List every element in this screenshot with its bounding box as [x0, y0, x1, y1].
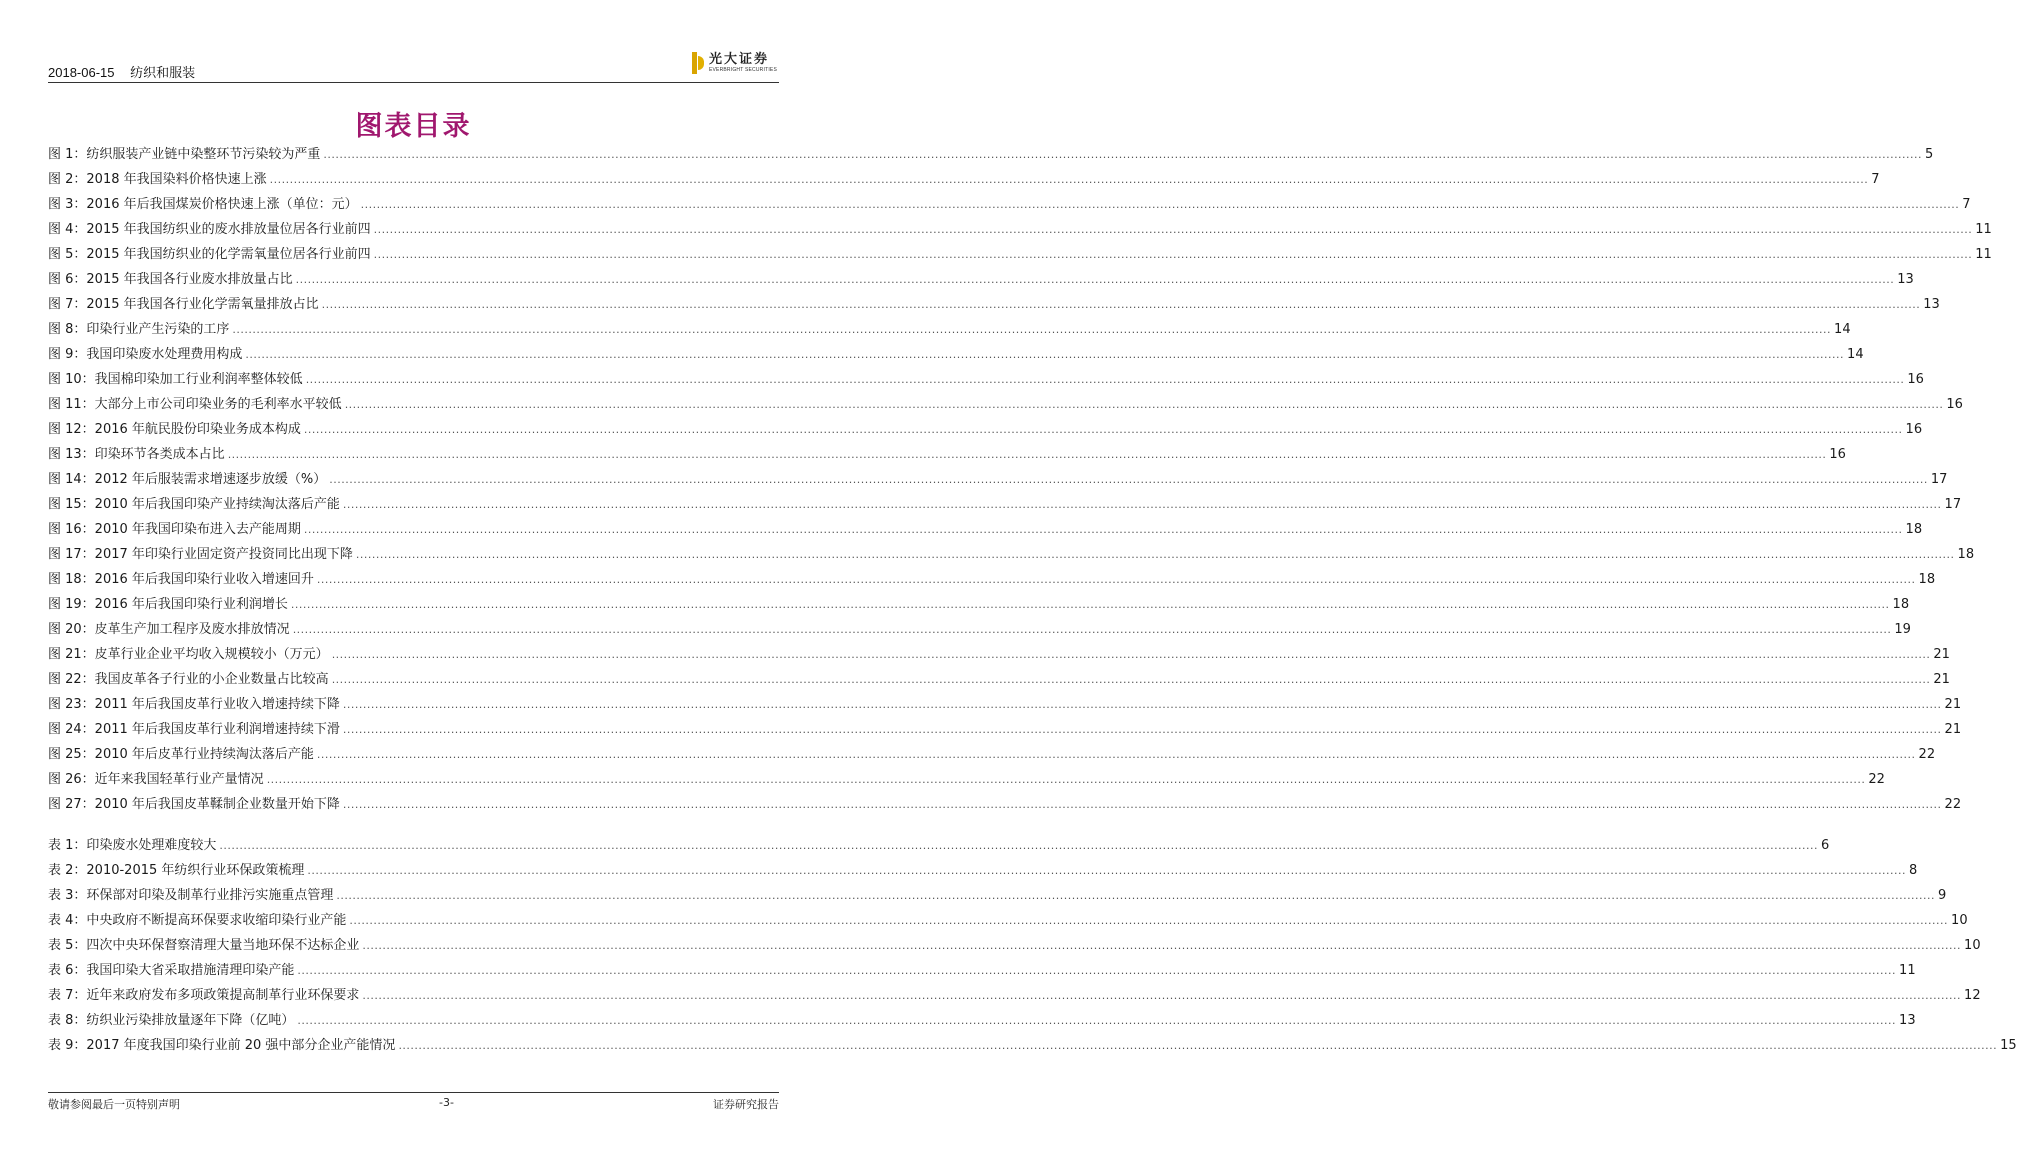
figure-entry[interactable] — [48, 317, 1851, 342]
figure-entry-page-number: 7 — [1962, 197, 1971, 212]
figure-entry[interactable] — [48, 142, 1934, 167]
table-entry-label: 表 7：近年来政府发布多项政策提高制革行业环保要求 — [48, 988, 360, 1003]
figure-entry-page-number: 18 — [1892, 597, 1910, 612]
figure-entry[interactable] — [48, 267, 1914, 292]
figure-entry-page-number: 18 — [1905, 522, 1923, 537]
figure-entry[interactable] — [48, 342, 1864, 367]
table-list — [48, 833, 2017, 1058]
figure-entry-page-number: 17 — [1944, 497, 1962, 512]
figure-entry-label: 图 12：2016 年航民股份印染业务成本构成 — [48, 422, 301, 437]
figure-entry-label: 图 8：印染行业产生污染的工序 — [48, 322, 230, 337]
table-entry-label: 表 9：2017 年度我国印染行业前 20 强中部分企业产能情况 — [48, 1038, 396, 1053]
figure-entry[interactable] — [48, 542, 1975, 567]
page-footer — [48, 1096, 779, 1112]
figure-entry-label: 图 20：皮革生产加工程序及废水排放情况 — [48, 622, 290, 637]
figure-entry-label: 图 19：2016 年后我国印染行业利润增长 — [48, 597, 288, 612]
dot-leader: ................................................................................................................................................................................................................................................................................................................................................................................................................ — [232, 323, 1832, 336]
figure-entry-page-number: 18 — [1918, 572, 1936, 587]
figure-entry-label: 图 2：2018 年我国染料价格快速上涨 — [48, 172, 267, 187]
table-entry[interactable] — [48, 1008, 1916, 1033]
logo-english-name: EVERBRIGHT SECURITIES — [708, 67, 777, 73]
figure-entry[interactable] — [48, 517, 1923, 542]
header-divider — [48, 82, 779, 83]
page-title: 图表目录 — [355, 111, 472, 142]
dot-leader: ................................................................................................................................................................................................................................................................................................................................................................................................................ — [303, 523, 1903, 536]
figure-entry-page-number: 13 — [1923, 297, 1940, 312]
dot-leader: ................................................................................................................................................................................................................................................................................................................................................................................................................ — [362, 939, 1962, 952]
figure-entry-page-number: 16 — [1907, 372, 1924, 387]
figure-entry[interactable] — [48, 617, 1911, 642]
dot-leader: ................................................................................................................................................................................................................................................................................................................................................................................................................ — [266, 773, 1866, 786]
figure-entry-label: 图 27：2010 年后我国皮革鞣制企业数量开始下降 — [48, 797, 340, 812]
dot-leader: ................................................................................................................................................................................................................................................................................................................................................................................................................ — [316, 573, 1916, 586]
figure-entry-label: 图 14：2012 年后服装需求增速逐步放缓（%） — [48, 472, 327, 487]
dot-leader: ................................................................................................................................................................................................................................................................................................................................................................................................................ — [373, 248, 1973, 261]
figure-entry[interactable] — [48, 192, 1971, 217]
footer-page-number: -3- — [439, 1096, 454, 1109]
figure-entry-page-number: 11 — [1975, 247, 1992, 262]
dot-leader: ................................................................................................................................................................................................................................................................................................................................................................................................................ — [305, 373, 1905, 386]
figure-entry[interactable] — [48, 592, 1910, 617]
figure-entry-page-number: 17 — [1930, 472, 1948, 487]
logo-chinese-name: 光大证券 — [708, 52, 769, 67]
figure-entry-page-number: 21 — [1944, 697, 1962, 712]
figure-entry-label: 图 24：2011 年后我国皮革行业利润增速持续下滑 — [48, 722, 340, 737]
table-entry-label: 表 6：我国印染大省采取措施清理印染产能 — [48, 963, 295, 978]
figure-entry-page-number: 19 — [1894, 622, 1911, 637]
figure-entry-page-number: 21 — [1933, 672, 1950, 687]
figure-entry-label: 图 13：印染环节各类成本占比 — [48, 447, 225, 462]
dot-leader: ................................................................................................................................................................................................................................................................................................................................................................................................................ — [344, 398, 1944, 411]
page-header — [48, 62, 195, 81]
table-entry-page-number: 6 — [1821, 838, 1830, 853]
figure-entry-label: 图 1：纺织服装产业链中染整环节污染较为严重 — [48, 147, 321, 162]
table-entry[interactable] — [48, 958, 1916, 983]
figure-entry-label: 图 6：2015 年我国各行业废水排放量占比 — [48, 272, 293, 287]
dot-leader: ................................................................................................................................................................................................................................................................................................................................................................................................................ — [307, 864, 1907, 877]
report-category: 纺织和服装 — [130, 65, 196, 80]
dot-leader: ................................................................................................................................................................................................................................................................................................................................................................................................................ — [360, 198, 1960, 211]
table-entry-page-number: 13 — [1899, 1013, 1916, 1028]
table-entry-label: 表 3：环保部对印染及制革行业排污实施重点管理 — [48, 888, 334, 903]
dot-leader: ................................................................................................................................................................................................................................................................................................................................................................................................................ — [349, 914, 1949, 927]
figure-entry-page-number: 21 — [1944, 722, 1962, 737]
figure-entry-label: 图 10：我国棉印染加工行业利润率整体较低 — [48, 372, 303, 387]
figure-entry-page-number: 14 — [1834, 322, 1851, 337]
table-entry[interactable] — [48, 933, 1981, 958]
figure-entry[interactable] — [48, 767, 1885, 792]
dot-leader: ................................................................................................................................................................................................................................................................................................................................................................................................................ — [342, 798, 1942, 811]
dot-leader: ................................................................................................................................................................................................................................................................................................................................................................................................................ — [227, 448, 1827, 461]
figure-entry-page-number: 14 — [1847, 347, 1864, 362]
figure-entry-page-number: 22 — [1918, 747, 1936, 762]
dot-leader: ................................................................................................................................................................................................................................................................................................................................................................................................................ — [342, 698, 1942, 711]
figure-entry-label: 图 11：大部分上市公司印染业务的毛利率水平较低 — [48, 397, 342, 412]
figure-entry[interactable] — [48, 167, 1880, 192]
table-entry[interactable] — [48, 858, 1918, 883]
figure-entry-label: 图 9：我国印染废水处理费用构成 — [48, 347, 243, 362]
footer-disclaimer: 敬请参阅最后一页特别声明 — [48, 1098, 180, 1111]
figure-entry[interactable] — [48, 442, 1846, 467]
dot-leader: ................................................................................................................................................................................................................................................................................................................................................................................................................ — [219, 839, 1819, 852]
figure-entry-label: 图 5：2015 年我国纺织业的化学需氧量位居各行业前四 — [48, 247, 371, 262]
table-entry-page-number: 10 — [1951, 913, 1968, 928]
dot-leader: ................................................................................................................................................................................................................................................................................................................................................................................................................ — [342, 498, 1942, 511]
dot-leader: ................................................................................................................................................................................................................................................................................................................................................................................................................ — [331, 648, 1931, 661]
figure-entry-page-number: 7 — [1871, 172, 1880, 187]
figure-entry[interactable] — [48, 742, 1936, 767]
dot-leader: ................................................................................................................................................................................................................................................................................................................................................................................................................ — [342, 723, 1942, 736]
figure-entry[interactable] — [48, 492, 1962, 517]
figure-entry-label: 图 16：2010 年我国印染布进入去产能周期 — [48, 522, 301, 537]
figure-entry-label: 图 4：2015 年我国纺织业的废水排放量位居各行业前四 — [48, 222, 371, 237]
dot-leader: ................................................................................................................................................................................................................................................................................................................................................................................................................ — [321, 298, 1921, 311]
dot-leader: ................................................................................................................................................................................................................................................................................................................................................................................................................ — [295, 273, 1895, 286]
figure-entry-page-number: 16 — [1829, 447, 1846, 462]
dot-leader: ................................................................................................................................................................................................................................................................................................................................................................................................................ — [297, 1014, 1897, 1027]
logo-mark-icon — [692, 52, 704, 74]
footer-report-type: 证券研究报告 — [713, 1098, 779, 1111]
table-entry-page-number: 12 — [1964, 988, 1981, 1003]
figure-entry-label: 图 3：2016 年后我国煤炭价格快速上涨（单位：元） — [48, 197, 358, 212]
dot-leader: ................................................................................................................................................................................................................................................................................................................................................................................................................ — [292, 623, 1892, 636]
dot-leader: ................................................................................................................................................................................................................................................................................................................................................................................................................ — [290, 598, 1890, 611]
figure-entry-label: 图 18：2016 年后我国印染行业收入增速回升 — [48, 572, 314, 587]
table-entry-label: 表 8：纺织业污染排放量逐年下降（亿吨） — [48, 1013, 295, 1028]
figure-entry-page-number: 5 — [1925, 147, 1934, 162]
footer-divider — [48, 1092, 779, 1093]
table-entry-page-number: 11 — [1899, 963, 1916, 978]
table-entry-label: 表 2：2010-2015 年纺织行业环保政策梳理 — [48, 863, 305, 878]
figure-entry[interactable] — [48, 417, 1923, 442]
table-entry-page-number: 8 — [1909, 863, 1918, 878]
dot-leader: ................................................................................................................................................................................................................................................................................................................................................................................................................ — [336, 889, 1936, 902]
dot-leader: ................................................................................................................................................................................................................................................................................................................................................................................................................ — [323, 148, 1923, 161]
dot-leader: ................................................................................................................................................................................................................................................................................................................................................................................................................ — [329, 473, 1928, 486]
dot-leader: ................................................................................................................................................................................................................................................................................................................................................................................................................ — [331, 673, 1931, 686]
figure-entry-page-number: 11 — [1975, 222, 1992, 237]
figure-entry[interactable] — [48, 467, 1948, 492]
figure-entry-page-number: 18 — [1957, 547, 1975, 562]
figure-entry-label: 图 23：2011 年后我国皮革行业收入增速持续下降 — [48, 697, 340, 712]
report-date: 2018-06-15 — [48, 65, 115, 80]
figure-entry-label: 图 26：近年来我国轻革行业产量情况 — [48, 772, 264, 787]
figure-entry[interactable] — [48, 792, 1962, 817]
figure-entry-page-number: 13 — [1897, 272, 1914, 287]
table-entry[interactable] — [48, 983, 1981, 1008]
figure-entry-label: 图 15：2010 年后我国印染产业持续淘汰落后产能 — [48, 497, 340, 512]
table-entry-page-number: 15 — [2000, 1038, 2017, 1053]
figure-entry-page-number: 16 — [1946, 397, 1963, 412]
table-entry[interactable] — [48, 833, 1830, 858]
figure-entry[interactable] — [48, 667, 1950, 692]
figure-entry[interactable] — [48, 692, 1962, 717]
figure-entry-label: 图 21：皮革行业企业平均收入规模较小（万元） — [48, 647, 329, 662]
company-logo — [692, 52, 777, 74]
table-entry[interactable] — [48, 883, 1947, 908]
figure-entry[interactable] — [48, 642, 1950, 667]
dot-leader: ................................................................................................................................................................................................................................................................................................................................................................................................................ — [297, 964, 1897, 977]
table-entry-page-number: 9 — [1938, 888, 1947, 903]
table-entry[interactable] — [48, 908, 1968, 933]
figure-entry[interactable] — [48, 392, 1963, 417]
dot-leader: ................................................................................................................................................................................................................................................................................................................................................................................................................ — [245, 348, 1845, 361]
figure-entry[interactable] — [48, 717, 1962, 742]
figure-entry-label: 图 7：2015 年我国各行业化学需氧量排放占比 — [48, 297, 319, 312]
dot-leader: ................................................................................................................................................................................................................................................................................................................................................................................................................ — [362, 989, 1962, 1002]
figure-entry[interactable] — [48, 292, 1940, 317]
table-entry-label: 表 5：四次中央环保督察清理大量当地环保不达标企业 — [48, 938, 360, 953]
dot-leader: ................................................................................................................................................................................................................................................................................................................................................................................................................ — [355, 548, 1955, 561]
figure-entry[interactable] — [48, 242, 1992, 267]
dot-leader: ................................................................................................................................................................................................................................................................................................................................................................................................................ — [373, 223, 1973, 236]
figure-entry-label: 图 22：我国皮革各子行业的小企业数量占比较高 — [48, 672, 329, 687]
figure-list — [48, 142, 1992, 817]
figure-entry-page-number: 21 — [1933, 647, 1950, 662]
figure-entry-page-number: 16 — [1905, 422, 1923, 437]
figure-entry[interactable] — [48, 217, 1992, 242]
figure-entry-page-number: 22 — [1944, 797, 1962, 812]
dot-leader: ................................................................................................................................................................................................................................................................................................................................................................................................................ — [269, 173, 1869, 186]
figure-entry-label: 图 17：2017 年印染行业固定资产投资同比出现下降 — [48, 547, 353, 562]
table-entry-page-number: 10 — [1964, 938, 1981, 953]
dot-leader: ................................................................................................................................................................................................................................................................................................................................................................................................................ — [316, 748, 1916, 761]
figure-entry[interactable] — [48, 367, 1924, 392]
figure-entry[interactable] — [48, 567, 1936, 592]
figure-entry-label: 图 25：2010 年后皮革行业持续淘汰落后产能 — [48, 747, 314, 762]
figure-entry-page-number: 22 — [1868, 772, 1885, 787]
dot-leader: ................................................................................................................................................................................................................................................................................................................................................................................................................ — [303, 423, 1903, 436]
dot-leader: ................................................................................................................................................................................................................................................................................................................................................................................................................ — [398, 1039, 1998, 1052]
table-entry[interactable] — [48, 1033, 2017, 1058]
table-entry-label: 表 1：印染废水处理难度较大 — [48, 838, 217, 853]
table-entry-label: 表 4：中央政府不断提高环保要求收缩印染行业产能 — [48, 913, 347, 928]
